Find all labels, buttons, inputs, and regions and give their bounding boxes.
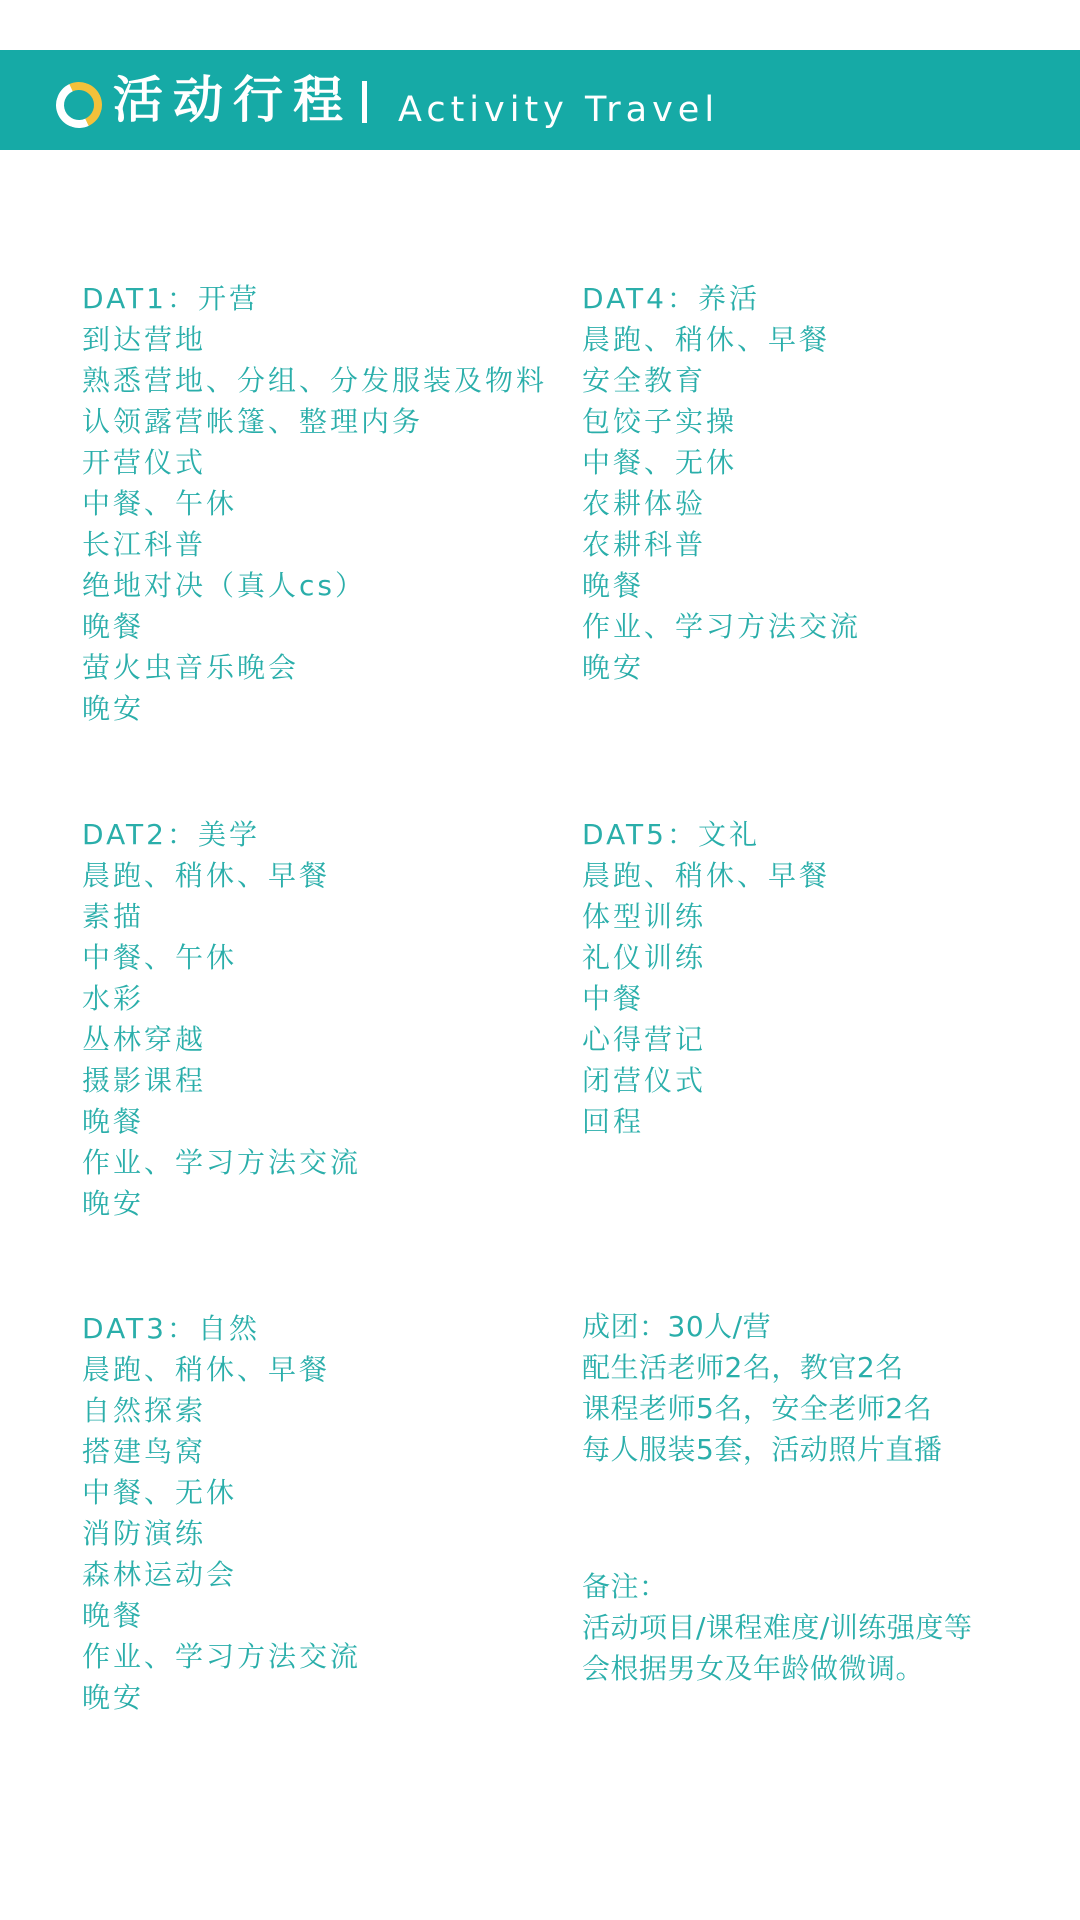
- group-info: [582, 1306, 942, 1470]
- schedule-item: 包饺子实操: [582, 405, 738, 438]
- schedule-item: 礼仪训练: [582, 941, 707, 974]
- schedule-item: 农耕科普: [582, 528, 707, 561]
- schedule-item: 晨跑、稍休、早餐: [82, 859, 331, 892]
- schedule-item: 开营仪式: [82, 446, 207, 479]
- page-subtitle: Activity Travel: [398, 90, 720, 130]
- schedule-item: 心得营记: [582, 1023, 707, 1056]
- schedule-item: 作业、学习方法交流: [82, 1146, 362, 1179]
- notes-line: 活动项目/课程难度/训练强度等: [582, 1611, 973, 1644]
- schedule-item: 回程: [582, 1105, 645, 1138]
- day-heading: DAT3：自然: [82, 1312, 260, 1345]
- schedule-item: 长江科普: [82, 528, 207, 561]
- title-separator: [362, 81, 367, 123]
- schedule-item: 熟悉营地、分组、分发服装及物料: [82, 364, 548, 397]
- schedule-item: 水彩: [82, 982, 145, 1015]
- ring-logo-icon: [50, 76, 109, 135]
- group-info-line: 成团：30人/营: [582, 1310, 772, 1343]
- day-4-schedule: [582, 278, 861, 688]
- day-heading: DAT5：文礼: [582, 818, 760, 851]
- schedule-item: 作业、学习方法交流: [582, 610, 862, 643]
- schedule-item: 晚安: [82, 692, 145, 725]
- day-heading: DAT1：开营: [82, 282, 260, 315]
- schedule-item: 晚餐: [82, 610, 145, 643]
- notes: [582, 1566, 972, 1689]
- schedule-item: 搭建鸟窝: [82, 1435, 207, 1468]
- schedule-item: 中餐、午休: [82, 941, 238, 974]
- header-banner: [0, 50, 1080, 150]
- group-info-line: 配生活老师2名，教官2名: [582, 1351, 904, 1384]
- schedule-item: 闭营仪式: [582, 1064, 707, 1097]
- schedule-item: 到达营地: [82, 323, 207, 356]
- schedule-item: 素描: [82, 900, 145, 933]
- schedule-item: 中餐、无休: [582, 446, 738, 479]
- group-info-line: 课程老师5名，安全老师2名: [582, 1392, 933, 1425]
- day-3-schedule: [82, 1308, 361, 1718]
- schedule-item: 晨跑、稍休、早餐: [582, 859, 831, 892]
- schedule-item: 晚安: [82, 1681, 145, 1714]
- schedule-item: 摄影课程: [82, 1064, 207, 1097]
- page-title: 活动行程: [113, 71, 353, 129]
- schedule-item: 丛林穿越: [82, 1023, 207, 1056]
- schedule-item: 晚安: [582, 651, 645, 684]
- day-2-schedule: [82, 814, 361, 1224]
- day-heading: DAT4：养活: [582, 282, 760, 315]
- schedule-item: 绝地对决（真人cs）: [82, 569, 366, 602]
- group-info-line: 每人服装5套，活动照片直播: [582, 1433, 943, 1466]
- schedule-item: 晨跑、稍休、早餐: [582, 323, 831, 356]
- notes-heading: 备注：: [582, 1570, 668, 1603]
- schedule-item: 认领露营帐篷、整理内务: [82, 405, 424, 438]
- schedule-item: 中餐、无休: [82, 1476, 238, 1509]
- schedule-item: 晚餐: [82, 1599, 145, 1632]
- notes-line: 会根据男女及年龄做微调。: [582, 1652, 925, 1685]
- schedule-item: 体型训练: [582, 900, 707, 933]
- day-heading: DAT2：美学: [82, 818, 260, 851]
- day-1-schedule: [82, 278, 547, 729]
- schedule-item: 中餐: [582, 982, 645, 1015]
- day-5-schedule: [582, 814, 830, 1142]
- schedule-item: 安全教育: [582, 364, 707, 397]
- schedule-item: 自然探索: [82, 1394, 207, 1427]
- schedule-item: 作业、学习方法交流: [82, 1640, 362, 1673]
- schedule-item: 农耕体验: [582, 487, 707, 520]
- schedule-item: 森林运动会: [82, 1558, 238, 1591]
- schedule-item: 萤火虫音乐晚会: [82, 651, 300, 684]
- schedule-item: 晚餐: [82, 1105, 145, 1138]
- schedule-item: 中餐、午休: [82, 487, 238, 520]
- schedule-item: 晨跑、稍休、早餐: [82, 1353, 331, 1386]
- schedule-item: 晚安: [82, 1187, 145, 1220]
- schedule-item: 消防演练: [82, 1517, 207, 1550]
- schedule-item: 晚餐: [582, 569, 645, 602]
